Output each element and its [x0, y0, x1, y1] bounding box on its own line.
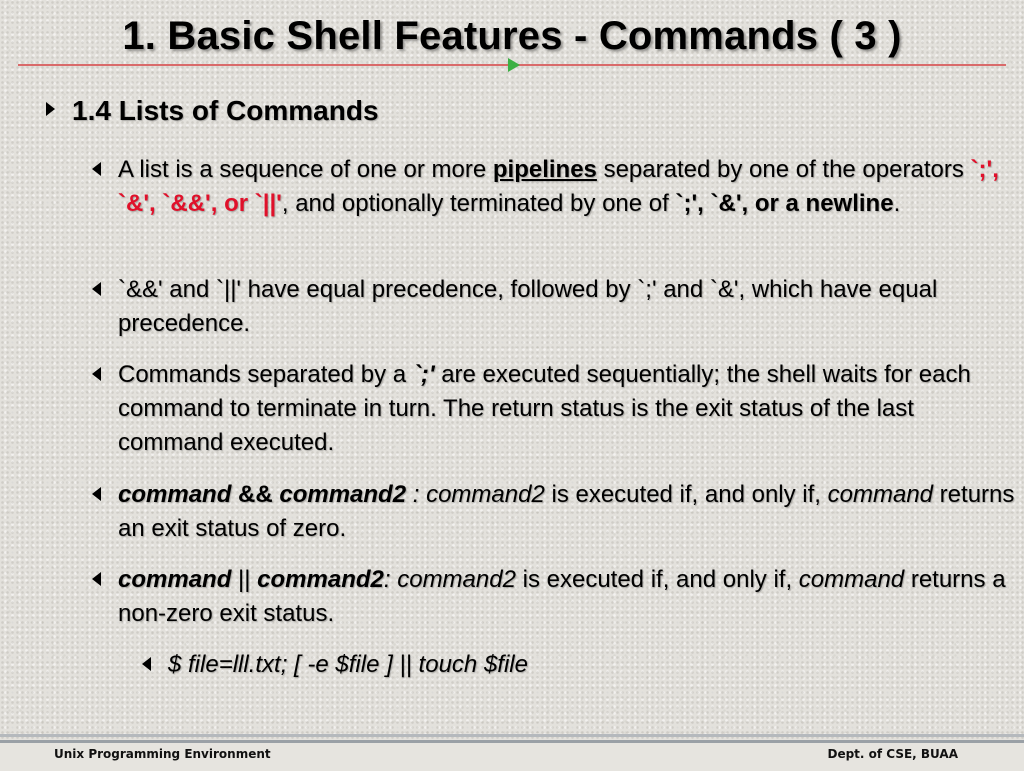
- terminators-term: `;', `&', or a newline: [675, 190, 894, 217]
- or-operator: ||: [231, 566, 258, 593]
- example-command: $ file=lll.txt; [ -e $file ] || touch $file: [168, 651, 528, 678]
- triangle-left-bullet-icon: [92, 282, 101, 296]
- list-item-definition: [118, 153, 1018, 221]
- section-heading: [72, 95, 379, 127]
- slide-title: 1. Basic Shell Features - Commands ( 3 ): [122, 14, 902, 58]
- and-operator: &&: [231, 481, 280, 508]
- command2-term: command2: [426, 481, 545, 508]
- bullet-text: `&&' and `||' have equal precedence, followed by `;' and `&', which have equal precedence.: [118, 276, 938, 337]
- footer-department: Dept. of CSE, BUAA: [827, 747, 958, 761]
- command-term: command: [798, 566, 905, 593]
- triangle-left-bullet-icon: [92, 367, 101, 381]
- bullet-text: returns an exit status of zero.: [118, 481, 1015, 542]
- bullet-text: is executed if, and only if,: [544, 481, 828, 508]
- triangle-left-bullet-icon: [92, 487, 101, 501]
- footer-course-name: Unix Programming Environment: [54, 747, 271, 761]
- command2-term: command2: [279, 481, 407, 508]
- bullet-text: returns a non-zero exit status.: [118, 566, 1006, 627]
- command-term: command: [118, 481, 232, 508]
- list-item-example: [168, 648, 1008, 682]
- bullet-text: are executed sequentially; the shell waits for each command to terminate in turn. The return status is the exit status of the last command executed.: [118, 361, 971, 456]
- pipelines-term: pipelines: [492, 156, 597, 183]
- bullet-text: , and optionally terminated by one of: [281, 190, 676, 217]
- command2-term: command2: [257, 566, 384, 593]
- triangle-left-bullet-icon: [92, 572, 101, 586]
- list-item-or-operator: [118, 563, 1018, 631]
- list-item-sequential: [118, 358, 1018, 460]
- footer-bar: [0, 740, 1024, 771]
- bullet-text: is executed if, and only if,: [515, 566, 799, 593]
- triangle-left-bullet-icon: [142, 657, 151, 671]
- list-item-and-operator: [118, 478, 1018, 546]
- bullet-text: :: [383, 566, 398, 593]
- command2-term: command2: [397, 566, 516, 593]
- semicolon-term: `;': [412, 361, 435, 388]
- triangle-right-bullet-icon: [46, 102, 55, 116]
- operators-term: `;', `&', `&&', or `||': [118, 156, 999, 217]
- list-item-precedence: [118, 273, 1018, 341]
- bullet-text: :: [406, 481, 427, 508]
- bullet-text: A list is a sequence of one or more: [118, 156, 493, 183]
- command-term: command: [827, 481, 934, 508]
- command-term: command: [118, 566, 232, 593]
- triangle-left-bullet-icon: [92, 162, 101, 176]
- bullet-text: separated by one of the operators: [596, 156, 971, 183]
- bullet-text: .: [893, 190, 901, 217]
- bullet-text: Commands separated by a: [118, 361, 413, 388]
- section-heading-text: 1.4 Lists of Commands: [72, 95, 379, 126]
